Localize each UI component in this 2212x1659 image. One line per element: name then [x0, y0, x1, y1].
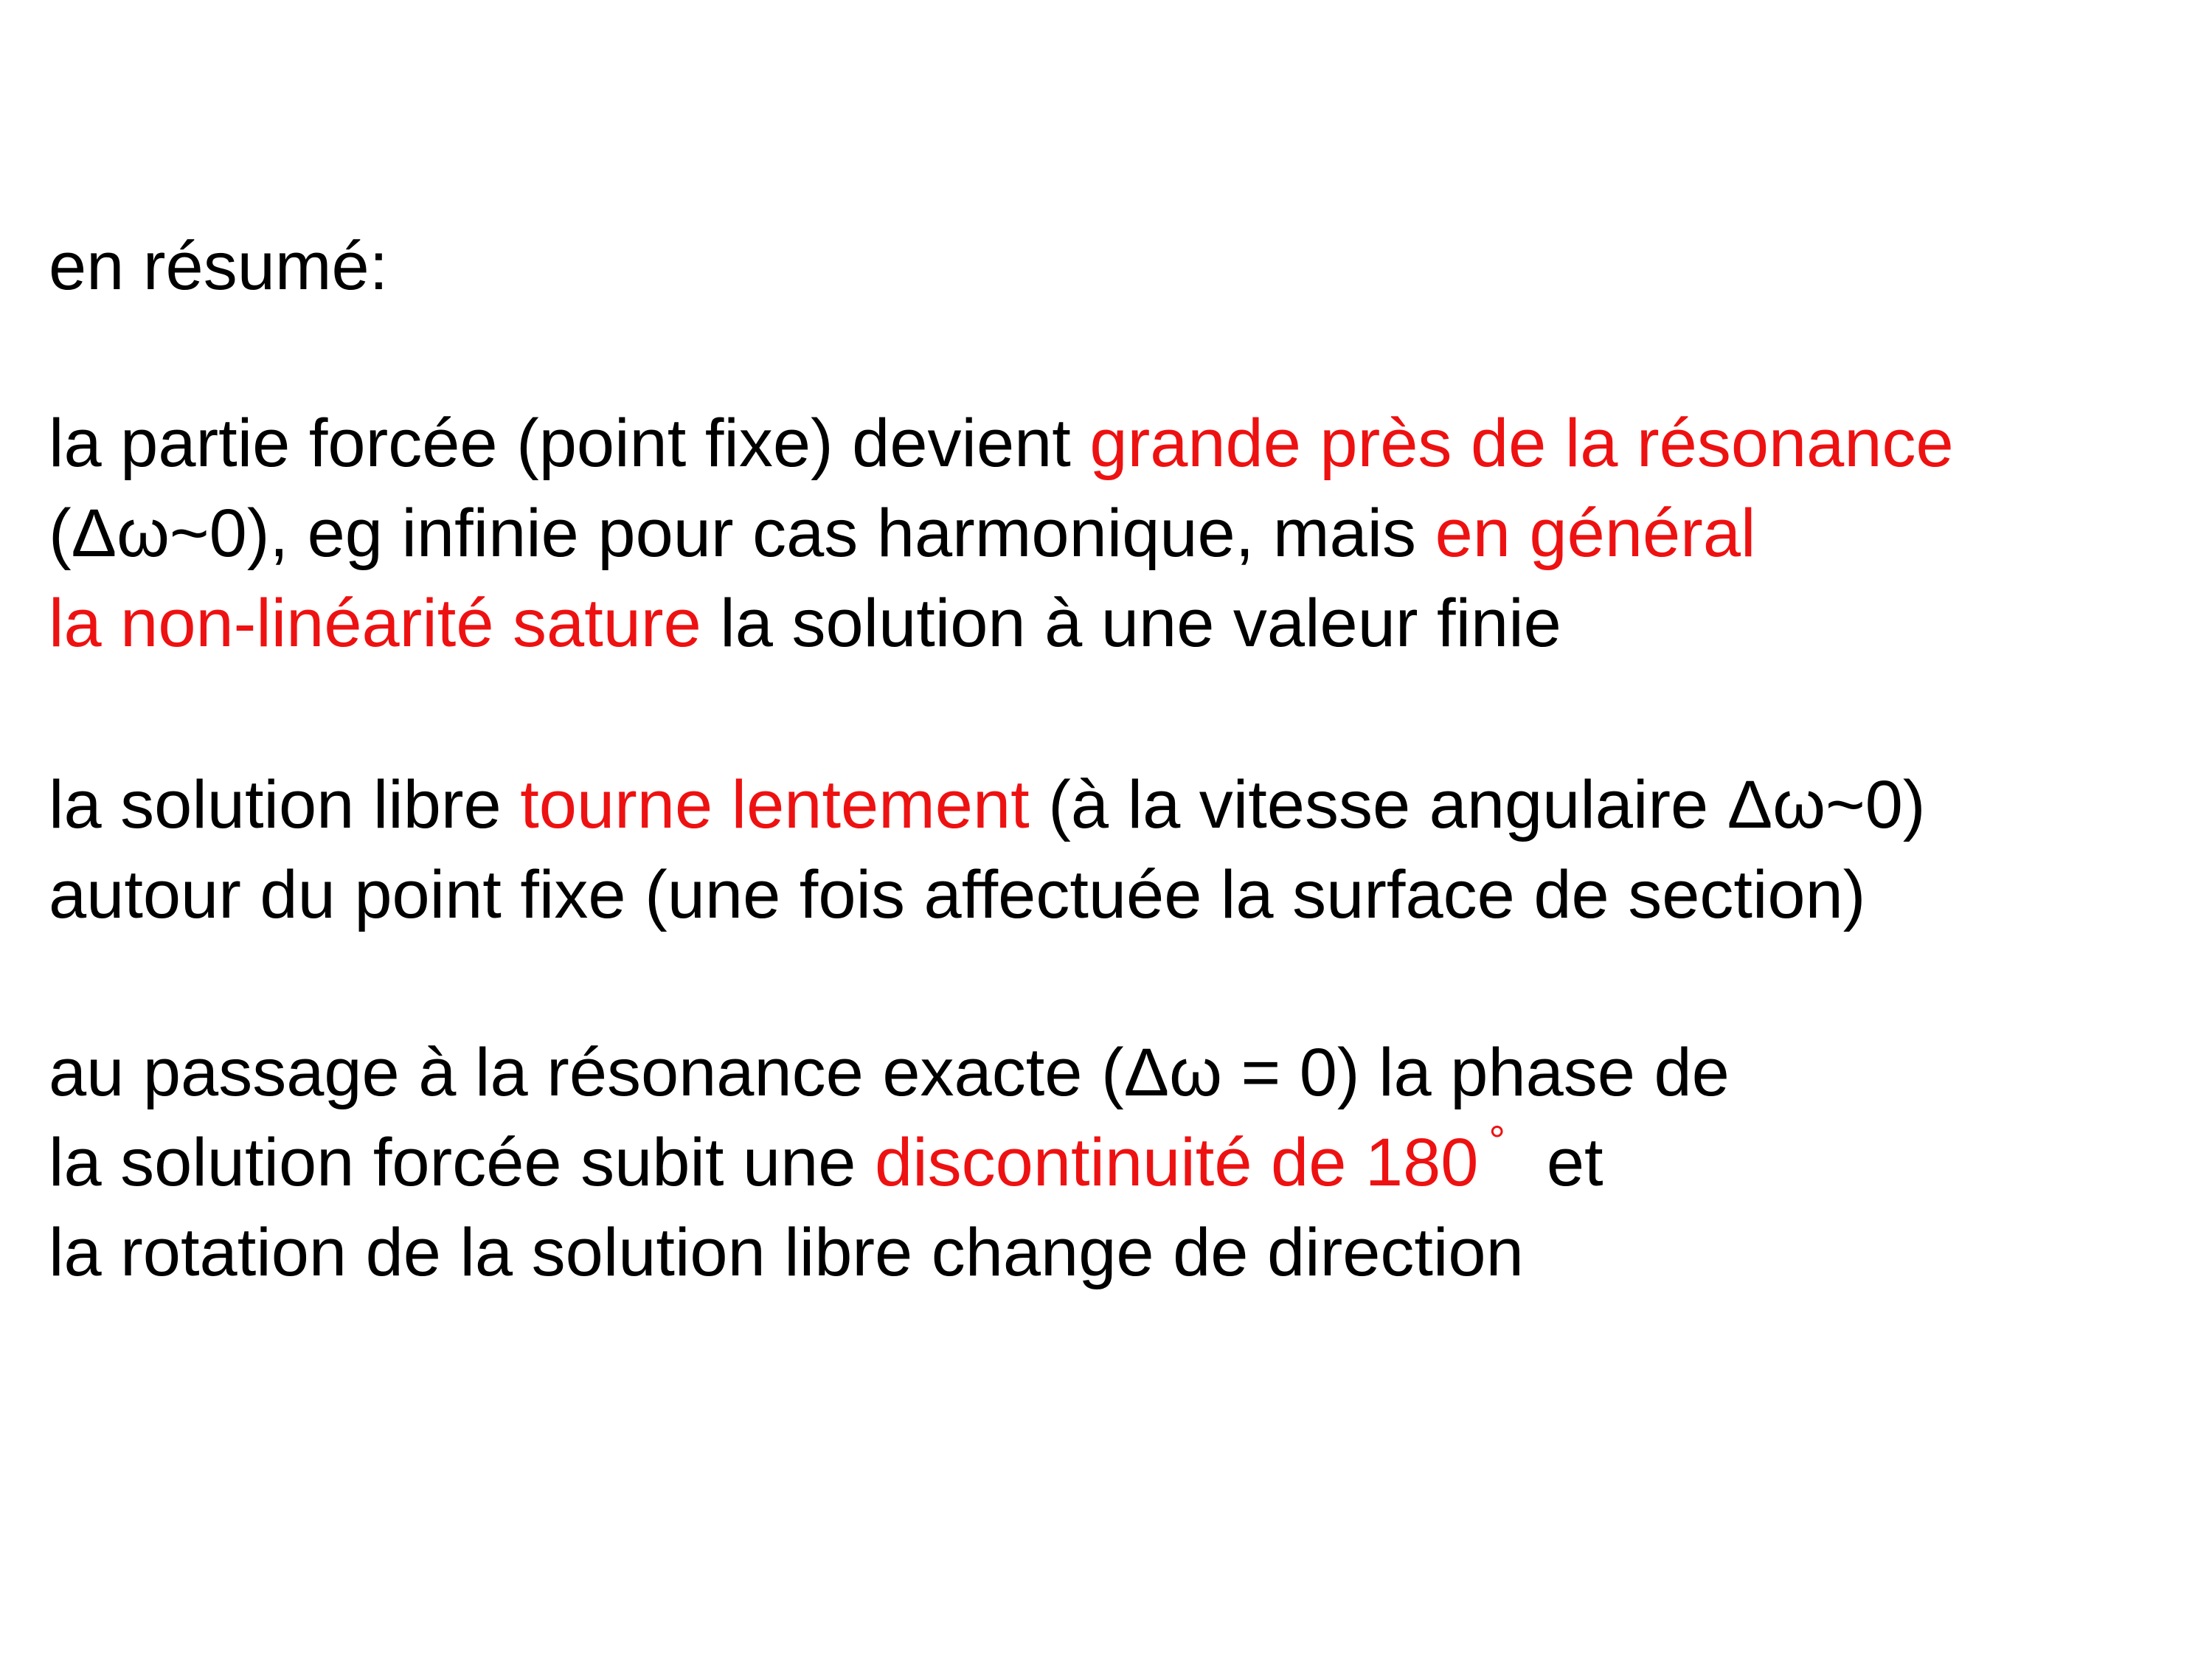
paragraph-forced-part	[49, 398, 1954, 668]
forced-line-2-highlight: en général	[1435, 496, 1756, 571]
forced-line-3-text: la solution à une valeur finie	[701, 586, 1561, 661]
forced-line-2-text: (Δω~0), eg infinie pour cas harmonique, mais	[49, 496, 1435, 571]
passage-line-2-text: la solution forcée subit une	[49, 1125, 876, 1200]
forced-line-1	[49, 398, 1954, 488]
passage-line-2	[49, 1118, 1730, 1208]
passage-line-3	[49, 1208, 1730, 1298]
free-line-1	[49, 760, 1926, 850]
passage-line-1-text: au passage à la résonance exacte (Δω = 0) la phase de	[49, 1035, 1730, 1110]
forced-line-3	[49, 578, 1954, 668]
forced-line-1-highlight: grande près de la résonance	[1089, 406, 1954, 481]
heading-text: en résumé:	[49, 229, 389, 304]
free-line-1-highlight: tourne lentement	[520, 767, 1030, 842]
free-line-1-text: la solution libre	[49, 767, 521, 842]
passage-line-2-tail: et	[1546, 1125, 1603, 1200]
forced-line-1-text: la partie forcée (point fixe) devient	[49, 406, 1090, 481]
passage-line-2-highlight: discontinuité de 180	[875, 1125, 1479, 1200]
paragraph-resonance-passage	[49, 1028, 1730, 1298]
forced-line-3-highlight: la non-linéarité sature	[49, 586, 701, 661]
forced-line-2	[49, 488, 1954, 578]
degree-symbol: °	[1488, 1117, 1505, 1163]
paragraph-free-solution	[49, 760, 1926, 940]
passage-line-3-text: la rotation de la solution libre change de direction	[49, 1215, 1524, 1290]
passage-line-1	[49, 1028, 1730, 1118]
free-line-2-text: autour du point fixe (une fois affectuée la surface de section)	[49, 857, 1866, 932]
free-line-2	[49, 850, 1926, 940]
summary-heading	[49, 221, 388, 311]
free-line-1-tail: (à la vitesse angulaire Δω~0)	[1029, 767, 1926, 842]
